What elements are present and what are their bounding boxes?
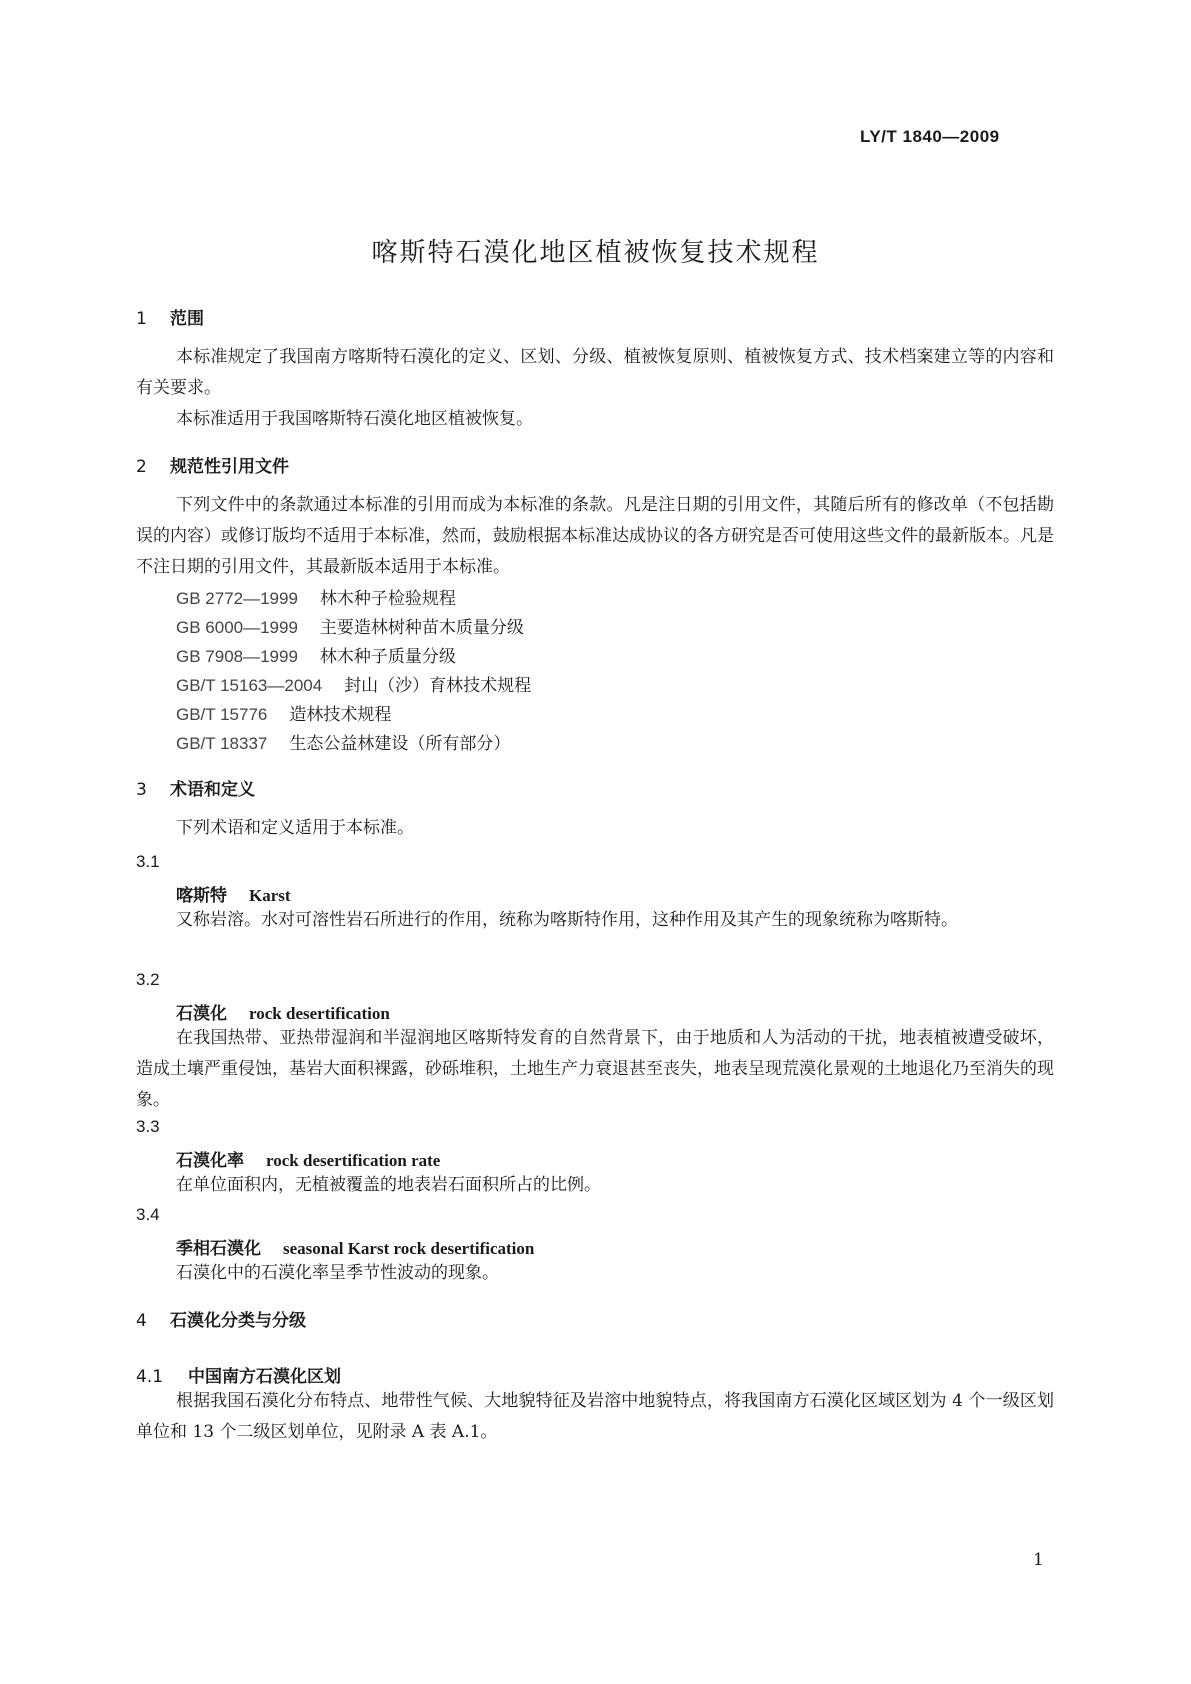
reference-item: GB 7908—1999 林木种子质量分级 (176, 647, 456, 667)
section-title: 范围 (170, 309, 204, 329)
standard-code: LY/T 1840—2009 (860, 127, 1000, 146)
section-1-heading (136, 304, 204, 329)
subsection-4-1-paragraph: 根据我国石漠化分布特点、地带性气候、大地貌特征及岩溶中地貌特点，将我国南方石漠化区域区划为 4 个一级区划单位和 13 个二级区划单位，见附录 A 表 A.1。 (136, 1391, 1054, 1442)
section-3-paragraph-1: 下列术语和定义适用于本标准。 (176, 818, 414, 838)
term-number: 3.2 (136, 970, 160, 989)
reference-item: GB/T 18337 生态公益林建设（所有部分） (176, 734, 511, 754)
term-heading: 喀斯特 Karst (176, 886, 291, 906)
term-number: 3.3 (136, 1117, 160, 1136)
section-4-heading (136, 1306, 306, 1331)
term-definition: 在单位面积内，无植被覆盖的地表岩石面积所占的比例。 (176, 1175, 601, 1195)
section-3-heading (136, 775, 255, 800)
section-2-heading (136, 452, 289, 477)
term-definition: 石漠化中的石漠化率呈季节性波动的现象。 (176, 1263, 499, 1283)
section-number: 2 (136, 457, 147, 477)
term-definition: 又称岩溶。水对可溶性岩石所进行的作用，统称为喀斯特作用，这种作用及其产生的现象统称为喀斯特。 (176, 910, 958, 930)
section-1-paragraph-2: 本标准适用于我国喀斯特石漠化地区植被恢复。 (176, 409, 533, 429)
section-2-paragraph-1: 下列文件中的条款通过本标准的引用而成为本标准的条款。凡是注日期的引用文件，其随后所有的修改单（不包括勘误的内容）或修订版均不适用于本标准，然而，鼓励根据本标准达成协议的各方研究是否可使用这些文件的最新版本。凡是不注日期的引用文件，其最新版本适用于本标准。 (136, 495, 1054, 577)
reference-item: GB/T 15776 造林技术规程 (176, 705, 392, 725)
subsection-title: 中国南方石漠化区划 (188, 1367, 341, 1387)
term-heading: 石漠化率 rock desertification rate (176, 1151, 441, 1171)
reference-item: GB/T 15163—2004 封山（沙）育林技术规程 (176, 676, 532, 696)
reference-item: GB 6000—1999 主要造林树种苗木质量分级 (176, 618, 524, 638)
term-number: 3.4 (136, 1205, 160, 1224)
section-number: 1 (136, 309, 147, 329)
section-number: 4 (136, 1311, 147, 1331)
page-number: 1 (1033, 1550, 1044, 1570)
section-title: 规范性引用文件 (170, 457, 289, 477)
section-title: 石漠化分类与分级 (170, 1311, 306, 1331)
term-definition: 在我国热带、亚热带湿润和半湿润地区喀斯特发育的自然背景下，由于地质和人为活动的干扰，地表植被遭受破坏，造成土壤严重侵蚀，基岩大面积裸露，砂砾堆积，土地生产力衰退甚至丧失，地表呈现荒漠化景观的土地退化乃至消失的现象。 (136, 1028, 1054, 1110)
section-number: 3 (136, 780, 147, 800)
term-heading: 季相石漠化 seasonal Karst rock desertification (176, 1239, 535, 1259)
subsection-number: 4.1 (136, 1367, 164, 1387)
subsection-4-1-heading (136, 1362, 341, 1387)
document-title: 喀斯特石漠化地区植被恢复技术规程 (371, 238, 820, 268)
term-heading: 石漠化 rock desertification (176, 1004, 390, 1024)
section-1-paragraph-1: 本标准规定了我国南方喀斯特石漠化的定义、区划、分级、植被恢复原则、植被恢复方式、技术档案建立等的内容和有关要求。 (136, 347, 1054, 398)
section-title: 术语和定义 (170, 780, 255, 800)
term-number: 3.1 (136, 852, 160, 871)
reference-item: GB 2772—1999 林木种子检验规程 (176, 589, 456, 609)
